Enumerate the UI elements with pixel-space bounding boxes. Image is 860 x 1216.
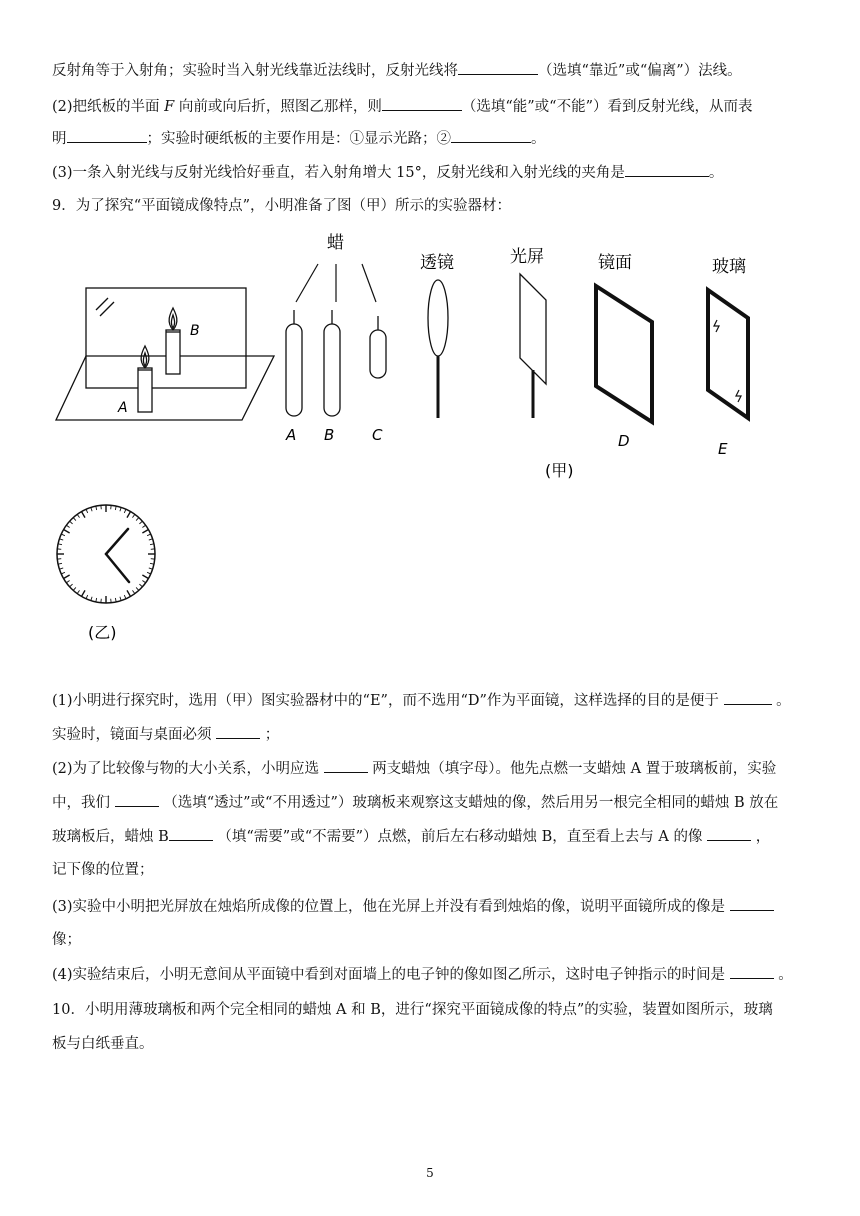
answer-blank[interactable]: [382, 96, 462, 111]
q9-part2-line4: 记下像的位置；: [52, 862, 154, 878]
clock-tick: [64, 575, 70, 579]
answer-blank[interactable]: [451, 128, 531, 143]
figure-clock: [40, 494, 180, 654]
clock-tick: [82, 512, 86, 518]
mirror-letter: D: [618, 432, 630, 450]
clock-tick: [64, 530, 70, 534]
answer-blank[interactable]: [625, 162, 709, 177]
candle-b: [324, 310, 340, 416]
answer-blank[interactable]: [724, 690, 772, 705]
answer-blank[interactable]: [730, 896, 774, 911]
q8-line-2: (2)把纸板的半面 F 向前或向后折，照图乙那样，则 （选填“能”或“不能”）看到反射光线，从而表: [52, 96, 812, 117]
light-screen-icon: [520, 274, 546, 418]
candle-c: [370, 316, 386, 378]
q9-part3-line1: (3)实验中小明把光屏放在烛焰所成像的位置上，他在光屏上并没有看到烛焰的像，说明平面镜所成的像是: [52, 896, 812, 917]
page-number: 5: [426, 1166, 434, 1180]
q9-part2-line3: 玻璃板后，蜡烛 B （填“需要”或“不需要”）点燃，前后左右移动蜡烛 B，直至看上去与 A 的像 ，: [52, 826, 812, 847]
mirror-label: 镜面: [598, 253, 632, 273]
answer-blank[interactable]: [324, 758, 368, 773]
answer-blank[interactable]: [730, 964, 774, 979]
q9-stem: 9．为了探究“平面镜成像特点”，小明准备了图（甲）所示的实验器材：: [52, 198, 512, 214]
candle-label-a: A: [286, 426, 297, 444]
candle-label-c: C: [372, 426, 383, 444]
screen-label: 光屏: [510, 247, 544, 267]
q10-line2: 板与白纸垂直。: [52, 1036, 154, 1052]
clock-tick: [127, 512, 131, 518]
q8-line-3: 明 ；实验时硬纸板的主要作用是：①显示光路；② 。: [52, 128, 812, 149]
candle-a: [286, 310, 302, 416]
candle-pointer-lines: [296, 264, 376, 302]
q8-line-1: 反射角等于入射角；实验时当入射光线靠近法线时，反射光线将 （选填“靠近”或“偏离”）法线。: [52, 60, 812, 81]
figure-b-caption: (乙): [88, 623, 117, 642]
answer-blank[interactable]: [115, 792, 159, 807]
q8-line-4: (3)一条入射光线与反射光线恰好垂直，若入射角增大 15°，反射光线和入射光线的夹角是 。: [52, 162, 812, 183]
figure-equipment: [0, 222, 860, 492]
q9-part1-line1: (1)小明进行探究时，选用（甲）图实验器材中的“E”，而不选用“D”作为平面镜，这样选择的目的是便于 。: [52, 690, 812, 711]
figure-a-caption: (甲): [545, 461, 574, 480]
answer-blank[interactable]: [707, 826, 751, 841]
answer-blank[interactable]: [458, 60, 538, 75]
glass-label: 玻璃: [712, 257, 746, 277]
lens-label: 透镜: [420, 253, 454, 273]
q9-part4-line1: (4)实验结束后，小明无意间从平面镜中看到对面墙上的电子钟的像如图乙所示，这时电子钟指示的时间是 。: [52, 964, 812, 985]
clock-tick: [142, 575, 148, 579]
q9-part3-line2: 像；: [52, 932, 81, 948]
glass-letter: E: [718, 440, 728, 458]
q9-part2-line2: 中，我们 （选填“透过”或“不用透过”）玻璃板来观察这支蜡烛的像，然后用另一根完全相同的蜡烛 B 放在: [52, 792, 812, 813]
answer-blank[interactable]: [169, 826, 213, 841]
clock-tick: [127, 590, 131, 596]
answer-blank[interactable]: [216, 724, 260, 739]
plane-mirror-icon: [596, 286, 652, 422]
q9-part2-line1: (2)为了比较像与物的大小关系，小明应选 两支蜡烛（填字母）。他先点燃一支蜡烛 A 置于玻璃板前，实验: [52, 758, 812, 779]
lens-icon: [428, 280, 448, 418]
q9-part1-line2: 实验时，镜面与桌面必须 ；: [52, 724, 812, 745]
q10-line1: 10．小明用薄玻璃板和两个完全相同的蜡烛 A 和 B，进行“探究平面镜成像的特点”的实验，装置如图所示，玻璃: [52, 1002, 773, 1018]
clock-tick: [82, 590, 86, 596]
candle-label-b: B: [324, 426, 335, 444]
clock-tick: [142, 530, 148, 534]
setup-label-b: B: [190, 323, 200, 339]
setup-label-a: A: [118, 400, 128, 416]
clock-hands: [106, 529, 129, 582]
setup-illustration: [56, 288, 274, 420]
answer-blank[interactable]: [67, 128, 147, 143]
candle-heading: 蜡: [327, 233, 344, 253]
glass-plate-icon: [708, 290, 748, 418]
